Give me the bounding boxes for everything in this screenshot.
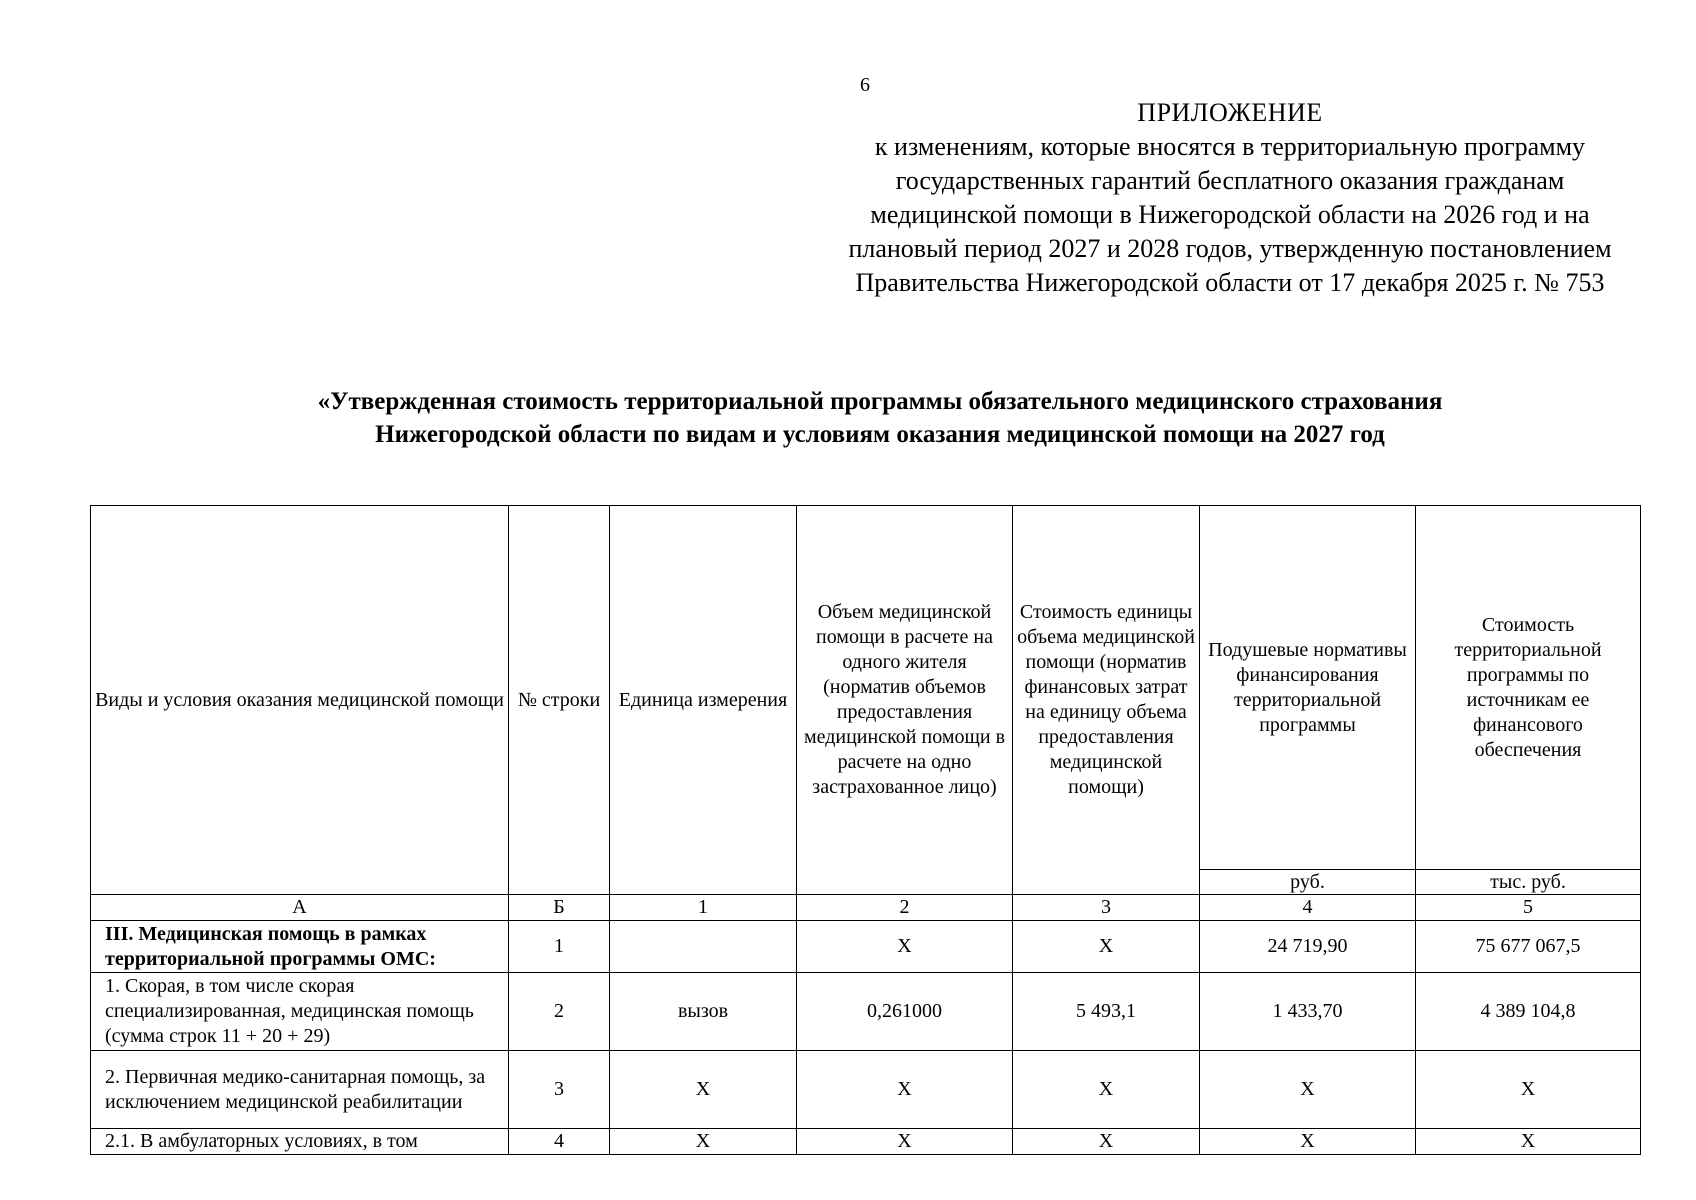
- row-unit: [610, 921, 797, 973]
- document-title-line-1: «Утвержденная стоимость территориальной программы обязательного медицинского страхования: [317, 388, 1443, 415]
- header-per-capita: Подушевые нормативы финансирования территориальной программы: [1200, 506, 1416, 870]
- row-volume: 0,261000: [797, 973, 1013, 1051]
- row-name: 2.1. В амбулаторных условиях, в том: [91, 1129, 509, 1155]
- index-cell: 1: [610, 895, 797, 921]
- row-unit-cost: 5 493,1: [1013, 973, 1200, 1051]
- row-name: 2. Первичная медико-санитарная помощь, за исключением медицинской реабилитации: [91, 1051, 509, 1129]
- index-cell: 5: [1416, 895, 1641, 921]
- row-volume: Х: [797, 921, 1013, 973]
- appendix-title: ПРИЛОЖЕНИЕ: [1137, 98, 1323, 127]
- row-total-cost: Х: [1416, 1051, 1641, 1129]
- row-total-cost: 4 389 104,8: [1416, 973, 1641, 1051]
- index-cell: 3: [1013, 895, 1200, 921]
- row-name: 1. Скорая, в том числе скорая специализированная, медицинская помощь (сумма строк 11 + 20 + 29): [91, 973, 509, 1051]
- header-kinds-of-care: Виды и условия оказания медицинской помощи: [91, 506, 509, 895]
- row-per-capita: Х: [1200, 1129, 1416, 1155]
- table-row: [91, 921, 1641, 973]
- document-title-line-2: Нижегородской области по видам и условиям оказания медицинской помощи на 2027 год: [375, 421, 1385, 448]
- row-unit: вызов: [610, 973, 797, 1051]
- document-title: [90, 385, 1670, 451]
- cost-table: [90, 505, 1641, 1155]
- row-name: III. Медицинская помощь в рамках территориальной программы ОМС:: [91, 921, 509, 973]
- row-number: 2: [509, 973, 610, 1051]
- row-unit: Х: [610, 1051, 797, 1129]
- appendix-line: Правительства Нижегородской области от 17 декабря 2025 г. № 753: [855, 268, 1605, 297]
- unit-thousand-rub: тыс. руб.: [1416, 870, 1641, 895]
- page-number: 6: [860, 74, 870, 96]
- row-number: 4: [509, 1129, 610, 1155]
- table-header-row: [91, 506, 1641, 870]
- row-total-cost: 75 677 067,5: [1416, 921, 1641, 973]
- appendix-line: государственных гарантий бесплатного оказания гражданам: [895, 166, 1565, 195]
- row-unit-cost: Х: [1013, 1051, 1200, 1129]
- row-volume: Х: [797, 1051, 1013, 1129]
- row-number: 3: [509, 1051, 610, 1129]
- row-per-capita: Х: [1200, 1051, 1416, 1129]
- row-unit-cost: Х: [1013, 921, 1200, 973]
- index-cell: 4: [1200, 895, 1416, 921]
- row-number: 1: [509, 921, 610, 973]
- index-cell: А: [91, 895, 509, 921]
- header-unit-cost: Стоимость единицы объема медицинской помощи (норматив финансовых затрат на единицу объема предоставления медицинской помощи): [1013, 506, 1200, 895]
- row-per-capita: 1 433,70: [1200, 973, 1416, 1051]
- unit-rub: руб.: [1200, 870, 1416, 895]
- index-cell: Б: [509, 895, 610, 921]
- table-row: [91, 973, 1641, 1051]
- header-unit: Единица измерения: [610, 506, 797, 895]
- table-row: [91, 1129, 1641, 1155]
- appendix-line: к изменениям, которые вносятся в территориальную программу: [874, 132, 1586, 161]
- header-row-number: № строки: [509, 506, 610, 895]
- appendix-block: [790, 96, 1670, 300]
- header-total-cost: Стоимость территориальной программы по источникам ее финансового обеспечения: [1416, 506, 1641, 870]
- row-volume: Х: [797, 1129, 1013, 1155]
- appendix-line: плановый период 2027 и 2028 годов, утвержденную постановлением: [848, 234, 1612, 263]
- row-unit: Х: [610, 1129, 797, 1155]
- header-volume: Объем медицинской помощи в расчете на одного жителя (норматив объемов предоставления медицинской помощи в расчете на одно застрахованное лицо): [797, 506, 1013, 895]
- appendix-line: медицинской помощи в Нижегородской области на 2026 год и на: [870, 200, 1590, 229]
- index-cell: 2: [797, 895, 1013, 921]
- row-total-cost: Х: [1416, 1129, 1641, 1155]
- row-per-capita: 24 719,90: [1200, 921, 1416, 973]
- table-index-row: [91, 895, 1641, 921]
- table-row: [91, 1051, 1641, 1129]
- row-unit-cost: Х: [1013, 1129, 1200, 1155]
